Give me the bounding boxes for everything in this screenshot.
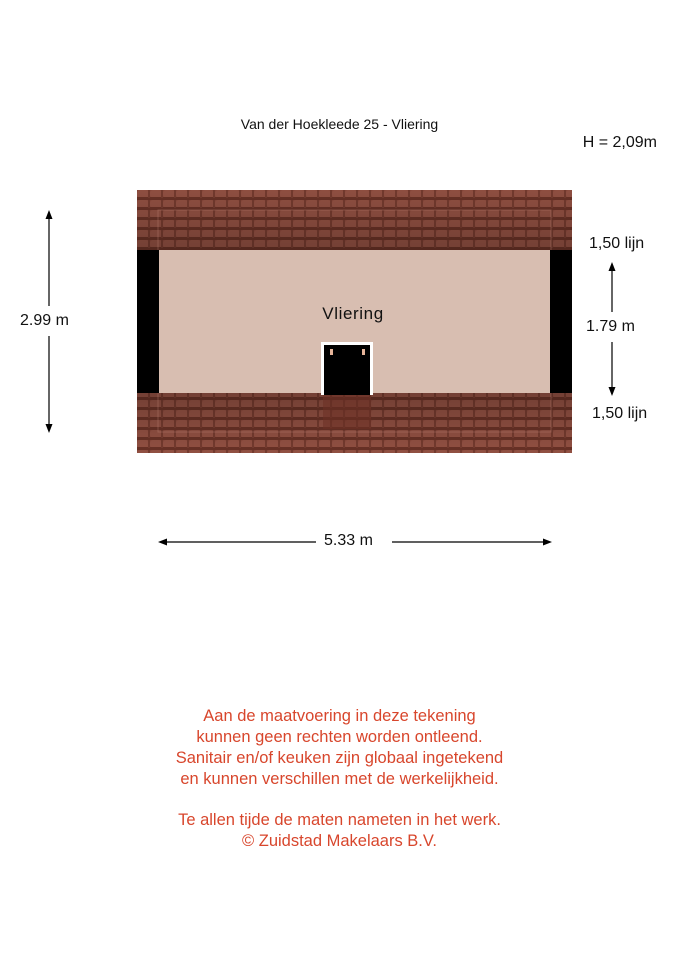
knee-line-top-label: 1,50 lijn [589, 235, 645, 252]
knee-line-bottom-label: 1,50 lijn [592, 405, 648, 422]
disclaimer-line: Sanitair en/of keuken zijn globaal ingetekend [175, 749, 504, 767]
disclaimer-line: en kunnen verschillen met de werkelijkheid. [180, 770, 499, 788]
dimension-depth-label: 2.99 m [20, 312, 69, 329]
dimension-width-label: 5.33 m [318, 532, 379, 550]
drawing-title: Van der Hoekleede 25 - Vliering [240, 116, 439, 132]
dimension-height-zone-label: 1.79 m [586, 318, 635, 335]
room-name-label: Vliering [322, 304, 384, 323]
wall-left [137, 250, 159, 393]
disclaimer-line: Aan de maatvoering in deze tekening [203, 707, 476, 725]
disclaimer [0, 706, 679, 852]
disclaimer-line: kunnen geen rechten worden ontleend. [196, 728, 483, 746]
hatch-icon [321, 342, 373, 429]
disclaimer-spacer [0, 790, 679, 810]
wall-right [550, 250, 572, 393]
disclaimer-line: Te allen tijde de maten nameten in het werk. [178, 811, 501, 829]
height-label: H = 2,09m [582, 134, 657, 151]
copyright-line: © Zuidstad Makelaars B.V. [242, 832, 437, 850]
